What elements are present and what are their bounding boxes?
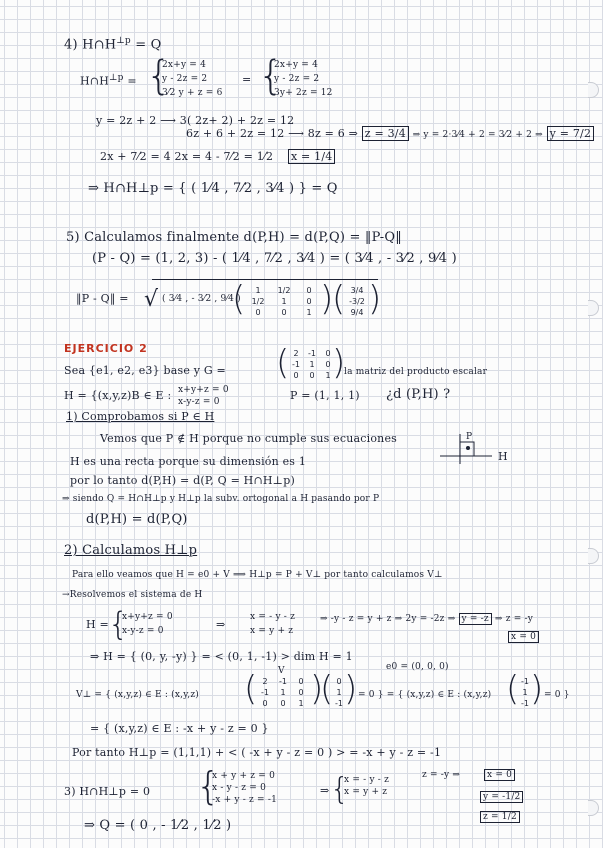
- x-answer-box: x = 1/4: [288, 149, 336, 164]
- s3-z-answer-box: z = 1/2: [480, 811, 520, 823]
- matrix-paren-right: ): [320, 279, 334, 319]
- s3-system: x + y + z = 0 x - y - z = 0 -x + y - z = -1: [212, 771, 277, 805]
- ej2-H-system: x+y+z = 0 x-y-z = 0: [178, 385, 229, 407]
- exercise-heading: EJERCICIO 2: [64, 342, 148, 355]
- s3-brace-2: {: [330, 772, 350, 807]
- s2-line-1: Para ello veamos que H = e0 + V ⟹ H⊥p = P + V⊥ por tanto calculamos V⊥: [72, 570, 443, 580]
- s5-norm-lhs: ‖P - Q‖ =: [76, 292, 129, 305]
- s4-system-2: 2x+y = 4 y - 2z = 2 3y+ 2z = 12: [274, 60, 333, 98]
- s3-brace: {: [196, 764, 221, 808]
- s2-Vperp-mid: = 0 } = { (x,y,z) ∈ E : (x,y,z): [358, 690, 492, 700]
- ej2-s1-line5: d(P,H) = d(P,Q): [86, 512, 188, 527]
- w-paren-left: (: [506, 669, 520, 709]
- binder-hole: [588, 800, 599, 816]
- s2-w-vector: -1 1 -1: [521, 677, 529, 708]
- s4-title: 4) $H\cap H^{\perp p} = Q$: [64, 36, 162, 53]
- s3-z-box: [480, 812, 520, 823]
- s2-e0: e0 = (0, 0, 0): [386, 662, 449, 672]
- point-line-sketch: [440, 430, 520, 472]
- s3-x-answer-box: x = 0: [484, 769, 515, 781]
- x-zero-box: x = 0: [508, 631, 539, 643]
- s4-brace-2: {: [258, 53, 284, 99]
- s5-line-2: (P - Q) = (1, 2, 3) - ( 1⁄4 , 7⁄2 , 3⁄4 ) = ( 3⁄4 , - 3⁄2 , 9⁄4 ): [92, 251, 457, 266]
- ej2-line-P: P = (1, 1, 1): [290, 389, 360, 402]
- s3-lhs: 3) H∩H⊥p = 0: [64, 785, 151, 798]
- s2-brace-1: {: [108, 605, 129, 643]
- s3-system-2: x = - y - z x = y + z: [344, 775, 390, 797]
- s3-tail: z = -y ⇒: [422, 770, 461, 780]
- s4-line-y1: y = 2z + 2 ⟶ 3( 2z+ 2) + 2z = 12: [96, 114, 295, 127]
- G2-paren-right: ): [310, 669, 324, 709]
- s4-line-x: 2x + 7⁄2 = 4 2x = 4 - 7⁄2 = 1⁄2 x = 1/4: [100, 150, 335, 163]
- s4-brace-1: {: [146, 53, 172, 99]
- s4-lhs: $H\cap H^{\perp p}$ =: [80, 73, 137, 88]
- binder-hole: [588, 300, 599, 316]
- ej2-s1-line3: por lo tanto d(P,H) = d(P, Q = H∩H⊥p): [70, 474, 295, 487]
- s2-H-arrow: ⇒: [216, 618, 226, 631]
- s3-y-answer-box: y = -1/2: [480, 791, 523, 803]
- s3-y-box: [480, 792, 523, 803]
- s4-system-1: 2x+y = 4 y - 2z = 2 3⁄2 y + z = 6: [162, 60, 223, 98]
- G-paren-left: (: [276, 343, 290, 383]
- ej2-line-H: H = {(x,y,z)B ∈ E :: [64, 389, 172, 402]
- s3-x-box: [484, 770, 515, 781]
- w-paren-right: ): [530, 669, 544, 709]
- s2-V-label: V: [278, 666, 285, 676]
- s2-H-lhs: H =: [86, 618, 109, 631]
- s2-Vperp-end: = 0 }: [544, 690, 570, 700]
- binder-hole: [588, 548, 599, 564]
- s4-result: ⇒ H∩H⊥p = { ( 1⁄4 , 7⁄2 , 3⁄4 ) } = Q: [88, 181, 338, 196]
- matrix-paren-left: (: [232, 279, 246, 319]
- z-answer-box: z = 3/4: [362, 126, 409, 141]
- ej2-s1-line2: H es una recta porque su dimensión es 1: [70, 455, 307, 468]
- s2-H-system: x+y+z = 0 x-y-z = 0: [122, 612, 173, 636]
- s5-line-1: 5) Calculamos finalmente d(P,H) = d(P,Q) = ‖P-Q‖: [66, 230, 402, 245]
- sketch-label-p: P: [466, 432, 473, 442]
- s2-title: 2) Calculamos H⊥p: [64, 543, 198, 558]
- s2-H-system-2: x = - y - z x = y + z: [250, 612, 296, 636]
- s2-G-matrix: 2 -1 0 -1 1 0 0 0 1: [261, 677, 304, 708]
- ej2-s1-title: 1) Comprobamos si P ∈ H: [66, 410, 215, 423]
- sqrt-sign: √: [144, 287, 159, 312]
- s2-line-2: →Resolvemos el sistema de H: [62, 590, 203, 600]
- ej2-question: ¿d (P,H) ?: [386, 387, 451, 402]
- s2-v-vector: 0 1 -1: [335, 677, 343, 708]
- s4-eq-mid: =: [242, 73, 252, 86]
- G2-paren-left: (: [244, 669, 258, 709]
- s3-arrow: ⇒: [320, 784, 330, 797]
- y-equals-minus-z-box: y = -z: [459, 613, 492, 625]
- s2-Vperp: V⊥ = { (x,y,z) ∈ E : (x,y,z): [76, 690, 200, 700]
- colvec-paren-right: ): [368, 279, 382, 319]
- sketch-label-h: H: [498, 450, 508, 463]
- s5-norm-vector: ( 3⁄4 , - 3⁄2 , 9⁄4 ): [162, 294, 241, 304]
- ej2-s1-line: Vemos que P ∉ H porque no cumple sus ecuaciones: [100, 432, 398, 445]
- binder-hole: [588, 82, 599, 98]
- ej2-line-sea: Sea {e1, e2, e3} base y G =: [64, 364, 226, 377]
- s3-result: ⇒ Q = ( 0 , - 1⁄2 , 1⁄2 ): [84, 818, 232, 833]
- s2-por-tanto: Por tanto H⊥p = (1,1,1) + < ( -x + y - z = 0 ) > = -x + y - z = -1: [72, 746, 442, 759]
- ej2-s1-line4: ⇒ siendo Q = H∩H⊥p y H⊥p la subv. ortogonal a H pasando por P: [62, 494, 380, 504]
- colvec-paren-left: (: [332, 279, 346, 319]
- s4-line-y2: 6z + 6 + 2z = 12 ⟶ 8z = 6 ⇒ z = 3/4 ⇒ y = 2·3⁄4 + 2 = 3⁄2 + 2 ⇒ y = 7/2: [186, 127, 594, 141]
- y-answer-box: y = 7/2: [547, 126, 595, 141]
- s2-Vperp-2: = { (x,y,z) ∈ E : -x + y - z = 0 }: [90, 722, 269, 735]
- v-paren-right: ): [344, 669, 358, 709]
- s5-column-vector: 3/4 -3/2 9/4: [349, 286, 365, 317]
- s5-gram-matrix: 1 1/2 0 1/2 1 0 0 0 1: [251, 286, 312, 317]
- ej2-line-sea-tail: la matriz del producto escalar: [344, 367, 488, 377]
- v-paren-left: (: [320, 669, 334, 709]
- s2-H-span: ⇒ H = { (0, y, -y) } = < (0, 1, -1) > dim H = 1: [90, 650, 353, 663]
- G-matrix: 2 -1 0 -1 1 0 0 0 1: [292, 349, 331, 380]
- s2-x-box: [508, 632, 539, 643]
- s2-H-tail: ⇒ -y - z = y + z ⇒ 2y = -2z ⇒ y = -z ⇒ z = -y: [320, 614, 534, 624]
- G-paren-right: ): [332, 343, 346, 383]
